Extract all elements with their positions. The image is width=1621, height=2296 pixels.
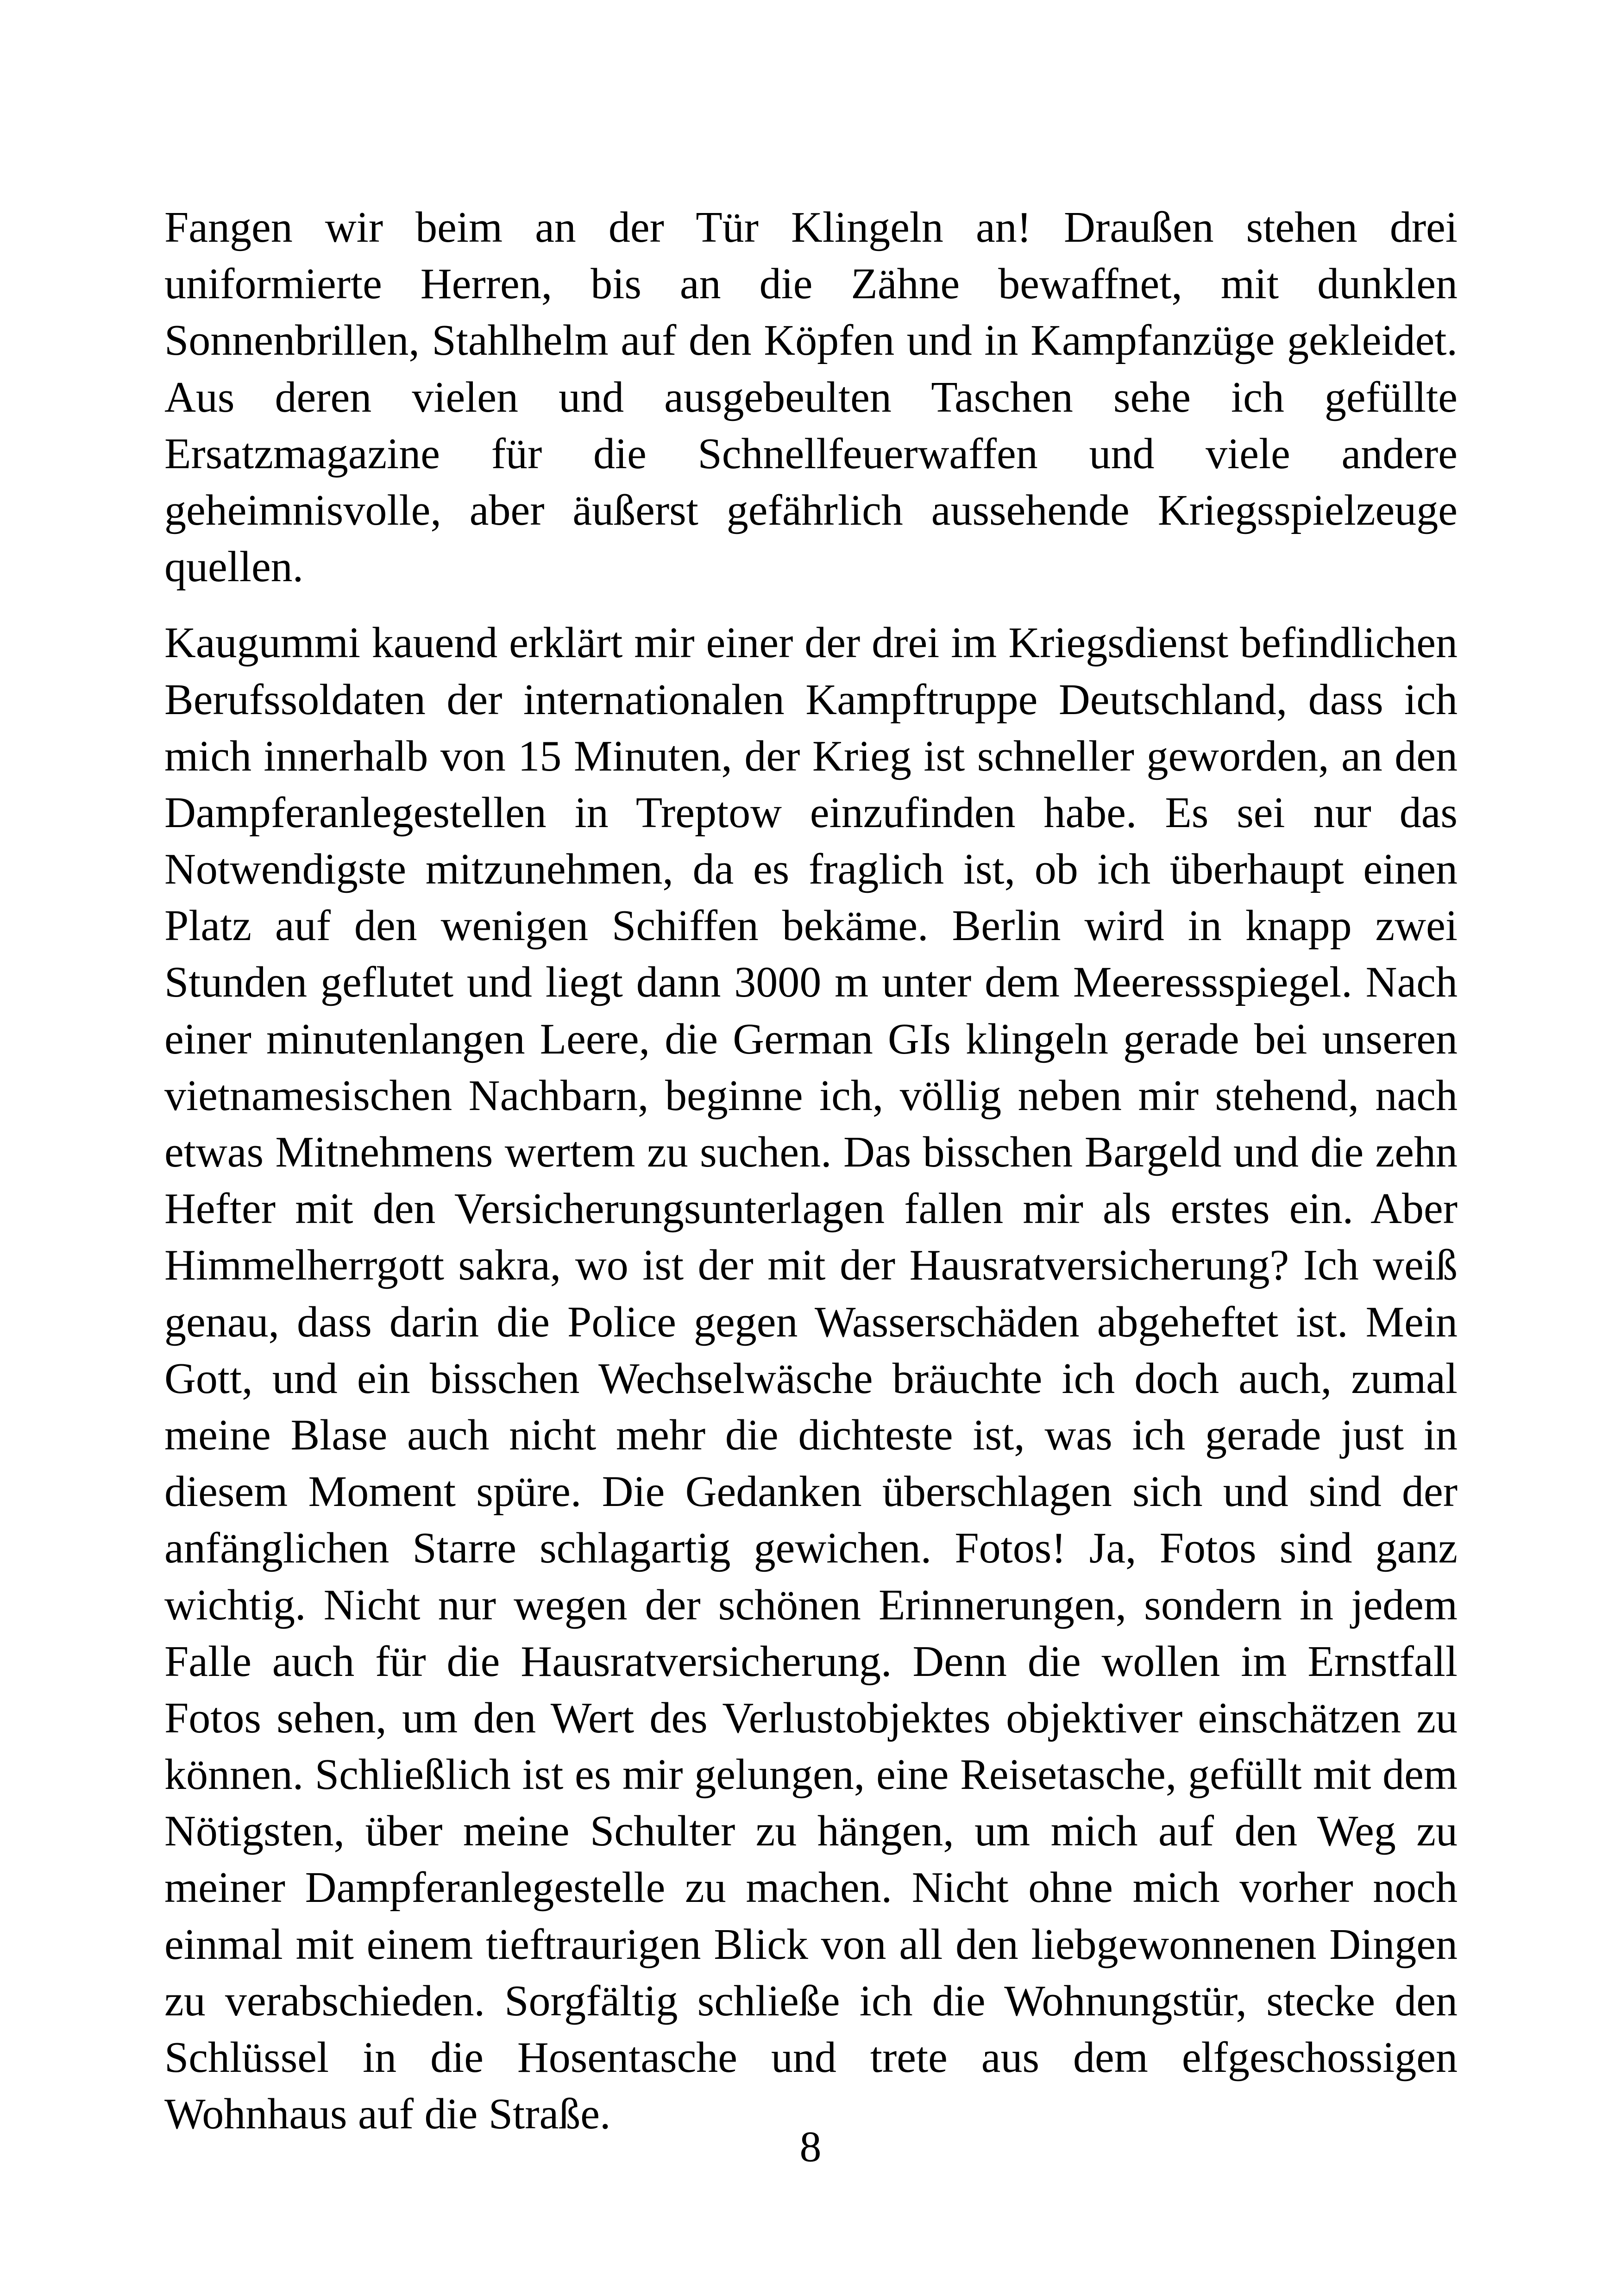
text-block [164,199,1458,2162]
page-number: 8 [799,2123,822,2171]
paragraph-2: Kaugummi kauend erklärt mir einer der drei im Kriegsdienst befindlichen Berufssoldaten der internationalen Kampftruppe Deutschland, dass ich mich innerhalb von 15 Minuten, der Krieg ist schneller geworden, an den Dampferanlegestellen in Treptow einzufinden habe. Es sei nur das Notwendigste mitzunehmen, da es fraglich ist, ob ich überhaupt einen Platz auf den wenigen Schiffen bekäme. Berlin wird in knapp zwei Stunden geflutet und liegt dann 3000 m unter dem Meeressspiegel. Nach einer minutenlangen Leere, die German GIs klingeln gerade bei unseren vietnamesischen Nachbarn, beginne ich, völlig neben mir stehend, nach etwas Mitnehmens wertem zu suchen. Das bisschen Bargeld und die zehn Hefter mit den Versicherungsunterlagen fallen mir als erstes ein. Aber Himmelherrgott sakra, wo ist der mit der Hausratversicherung? Ich weiß genau, dass darin die Police gegen Wasserschäden abgeheftet ist. Mein Gott, und ein bisschen Wechselwäsche bräuchte ich doch auch, zumal meine Blase auch nicht mehr die dichteste ist, was ich gerade just in diesem Moment spüre. Die Gedanken überschlagen sich und sind der anfänglichen Starre schlagartig gewichen. Fotos! Ja, Fotos sind ganz wichtig. Nicht nur wegen der schönen Erinnerungen, sondern in jedem Falle auch für die Hausratversicherung. Denn die wollen im Ernstfall Fotos sehen, um den Wert des Verlustobjektes objektiver einschätzen zu können. Schließlich ist es mir gelungen, eine Reisetasche, gefüllt mit dem Nötigsten, über meine Schulter zu hängen, um mich auf den Weg zu meiner Dampferanlegestelle zu machen. Nicht ohne mich vorher noch einmal mit einem tieftraurigen Blick von all den liebgewonnenen Dingen zu verabschieden. Sorgfältig schließe ich die Wohnungstür, stecke den Schlüssel in die Hosentasche und trete aus dem elfgeschossigen Wohnhaus auf die Straße. [164,619,1458,2139]
paragraph-1: Fangen wir beim an der Tür Klingeln an! Draußen stehen drei uniformierte Herren, bis an die Zähne bewaffnet, mit dunklen Sonnenbrillen, Stahlhelm auf den Köpfen und in Kampfanzüge gekleidet. Aus deren vielen und ausgebeulten Taschen sehe ich gefüllte Ersatzmagazine für die Schnellfeuerwaffen und viele andere geheimnisvolle, aber äußerst gefährlich aussehende Kriegsspielzeuge quellen. [164,203,1458,591]
